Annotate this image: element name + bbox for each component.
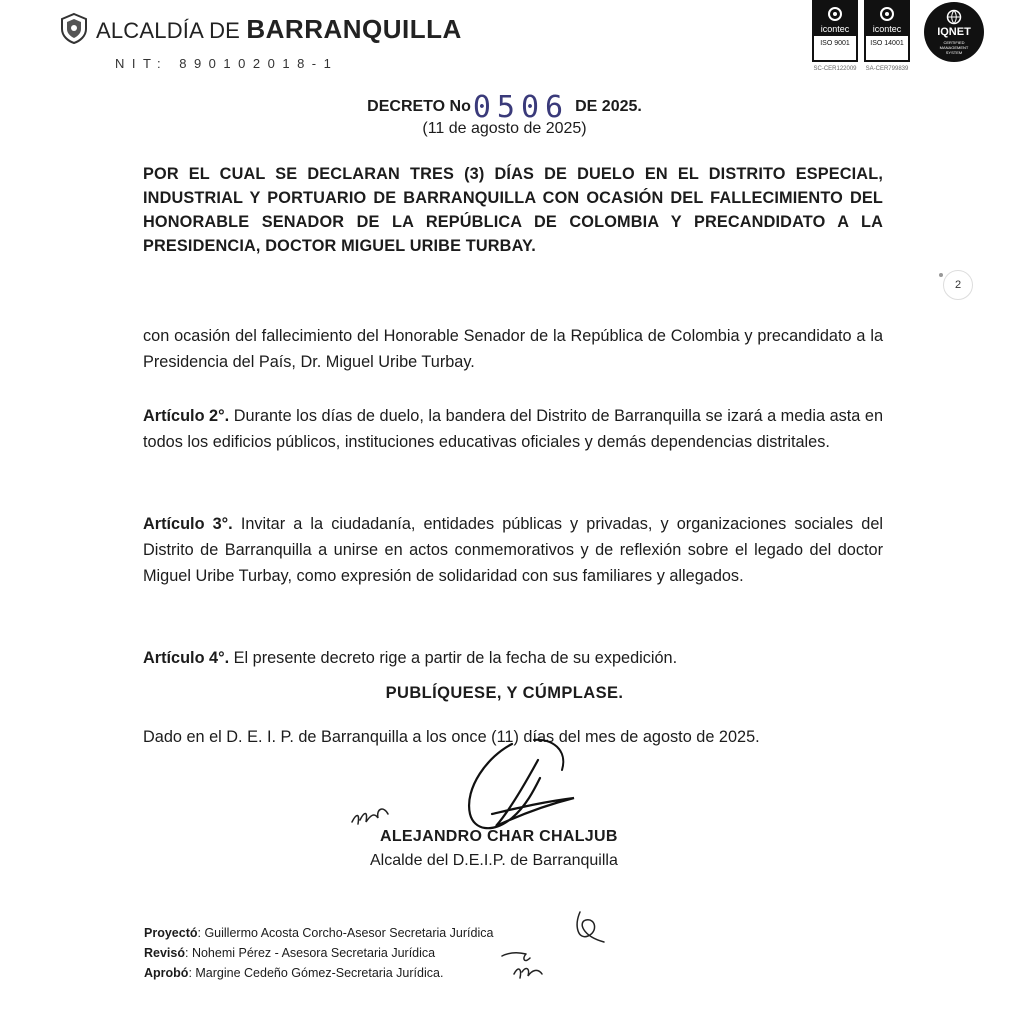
initials-mark bbox=[566, 906, 612, 946]
decree-number-stamp: 0506 bbox=[472, 90, 570, 125]
cert-code: SC-CER122009 bbox=[813, 66, 857, 72]
article-2 bbox=[143, 403, 883, 455]
article-text: Invitar a la ciudadanía, entidades públicas y privadas, y organizaciones sociales del Distrito de Barranquilla a unirse en actos conmemorativos y de reflexión sobre el legado del doctor Miguel Uribe Turbay, como expresión de solidaridad con sus familiares y allegados. bbox=[143, 515, 884, 585]
article-text: El presente decreto rige a partir de la fecha de su expedición. bbox=[229, 649, 678, 667]
iqnet-badge bbox=[924, 2, 984, 62]
footer-projected bbox=[144, 926, 493, 940]
decree-subject: POR EL CUAL SE DECLARAN TRES (3) DÍAS DE DUELO EN EL DISTRITO ESPECIAL, INDUSTRIAL Y PORTUARIO DE BARRANQUILLA CON OCASIÓN DEL FALLECIMIENTO DEL HONORABLE SENADOR DE LA REPÚBLICA DE COLOMBIA Y PRECANDIDATO A LA PRESIDENCIA, DOCTOR MIGUEL URIBE TURBAY. bbox=[143, 165, 883, 255]
cert-standard: ISO 9001 bbox=[820, 40, 850, 47]
footer-approved bbox=[144, 966, 443, 980]
article-3 bbox=[143, 511, 883, 589]
footer-text: : Guillermo Acosta Corcho-Asesor Secretaria Jurídica bbox=[197, 926, 494, 940]
article-text: Durante los días de duelo, la bandera del Distrito de Barranquilla se izará a media asta en todos los edificios públicos, instituciones educativas oficiales y demás dependencias distritales. bbox=[143, 407, 883, 451]
footer-text: : Nohemi Pérez - Asesora Secretaria Jurídica bbox=[185, 946, 436, 960]
article-4 bbox=[143, 645, 883, 671]
cert-brand: icontec bbox=[872, 24, 902, 34]
signature-mark bbox=[430, 730, 650, 840]
article-label: Artículo 2°. bbox=[143, 407, 230, 425]
publish-clause: PUBLÍQUESE, Y CÚMPLASE. bbox=[385, 684, 624, 702]
iqnet-label: IQNET bbox=[937, 26, 971, 38]
decree-label-suffix: DE 2025. bbox=[575, 98, 642, 115]
intro-paragraph: con ocasión del fallecimiento del Honorable Senador de la República de Colombia y precandidato a la Presidencia del País, Dr. Miguel Uribe Turbay. bbox=[143, 327, 883, 371]
nit-number: NIT: 890102018-1 bbox=[115, 56, 339, 71]
icontec-iso9001-badge bbox=[812, 0, 858, 62]
cert-standard: ISO 14001 bbox=[870, 40, 904, 47]
logo-prefix: ALCALDÍA DE bbox=[96, 18, 241, 43]
icontec-iso14001-badge bbox=[864, 0, 910, 62]
icontec-logo-icon bbox=[879, 6, 895, 22]
footer-label: Aprobó bbox=[144, 966, 189, 980]
given-clause: Dado en el D. E. I. P. de Barranquilla a los once (11) días del mes de agosto de 2025. bbox=[143, 728, 760, 746]
decree-date: (11 de agosto de 2025) bbox=[422, 120, 587, 137]
city-crest-icon bbox=[58, 12, 90, 44]
footer-label: Revisó bbox=[144, 946, 185, 960]
iqnet-sub: CERTIFIED MANAGEMENT SYSTEM bbox=[939, 40, 969, 55]
footer-reviewed bbox=[144, 946, 435, 960]
cert-code: SA-CER799839 bbox=[865, 66, 909, 72]
icontec-logo-icon bbox=[827, 6, 843, 22]
cert-brand: icontec bbox=[820, 24, 850, 34]
page-badge-dot bbox=[939, 273, 943, 277]
logo-city: BARRANQUILLA bbox=[246, 14, 462, 44]
article-label: Artículo 3°. bbox=[143, 515, 233, 533]
footer-label: Proyectó bbox=[144, 926, 198, 940]
page-number: 2 bbox=[943, 270, 973, 300]
article-label: Artículo 4°. bbox=[143, 649, 230, 667]
signer-title: Alcalde del D.E.I.P. de Barranquilla bbox=[370, 852, 618, 869]
decree-label-prefix: DECRETO No bbox=[367, 98, 471, 115]
iqnet-globe-icon bbox=[946, 9, 962, 25]
signer-name: ALEJANDRO CHAR CHALJUB bbox=[380, 828, 618, 845]
footer-text: : Margine Cedeño Gómez-Secretaria Jurídica. bbox=[188, 966, 444, 980]
header-logo bbox=[96, 14, 462, 45]
initials-mark bbox=[500, 944, 546, 984]
